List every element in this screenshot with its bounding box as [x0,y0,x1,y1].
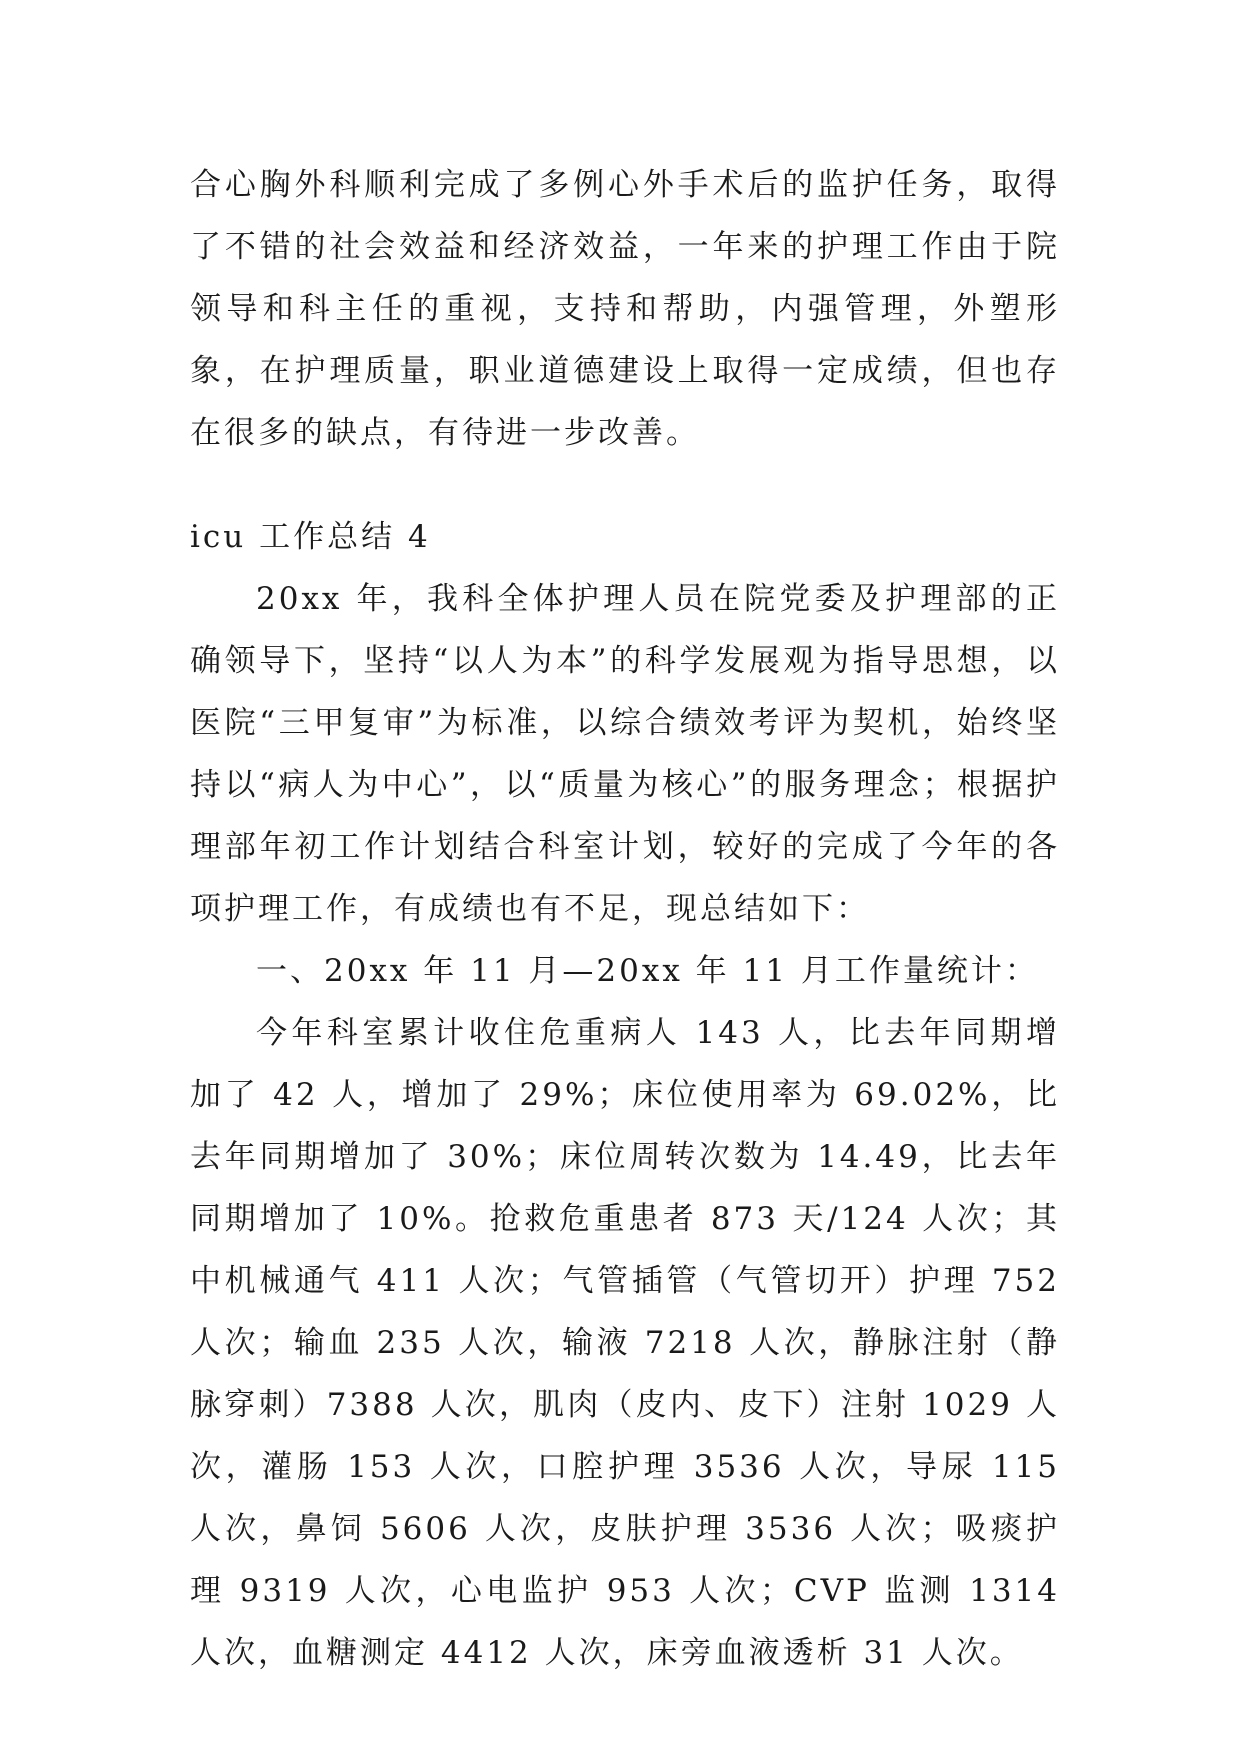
subheading-workload-statistics: 一、20xx 年 11 月—20xx 年 11 月工作量统计： [256,953,1039,989]
document-body [190,154,1060,1684]
section-heading: icu 工作总结 4 [190,519,431,555]
paragraph-intro-summary: 20xx 年，我科全体护理人员在院党委及护理部的正确领导下，坚持“以人为本”的科学发展观为指导思想，以医院“三甲复审”为标准，以综合绩效考评为契机，始终坚持以“病人为中心”，以“质量为核心”的服务理念；根据护理部年初工作计划结合科室计划，较好的完成了今年的各项护理工作，有成绩也有不足，现总结如下： [190,581,1060,927]
paragraph-workload-details: 今年科室累计收住危重病人 143 人，比去年同期增加了 42 人，增加了 29%；床位使用率为 69.02%，比去年同期增加了 30%；床位周转次数为 14.49，比去年同期增加了 10%。抢救危重患者 873 天/124 人次；其中机械通气 411 人次；气管插管（气管切开）护理 752 人次；输血 235 人次，输液 7218 人次，静脉注射（静脉穿刺）7388 人次，肌肉（皮内、皮下）注射 1029 人次，灌肠 153 人次，口腔护理 3536 人次，导尿 115 人次，鼻饲 5606 人次，皮肤护理 3536 人次；吸痰护理 9319 人次，心电监护 953 人次；CVP 监测 1314 人次，血糖测定 4412 人次，床旁血液透析 31 人次。 [190,1015,1060,1671]
intro-paragraph: 合心胸外科顺利完成了多例心外手术后的监护任务，取得了不错的社会效益和经济效益，一年来的护理工作由于院领导和科主任的重视，支持和帮助，内强管理，外塑形象，在护理质量，职业道德建设上取得一定成绩，但也存在很多的缺点，有待进一步改善。 [190,167,1060,451]
